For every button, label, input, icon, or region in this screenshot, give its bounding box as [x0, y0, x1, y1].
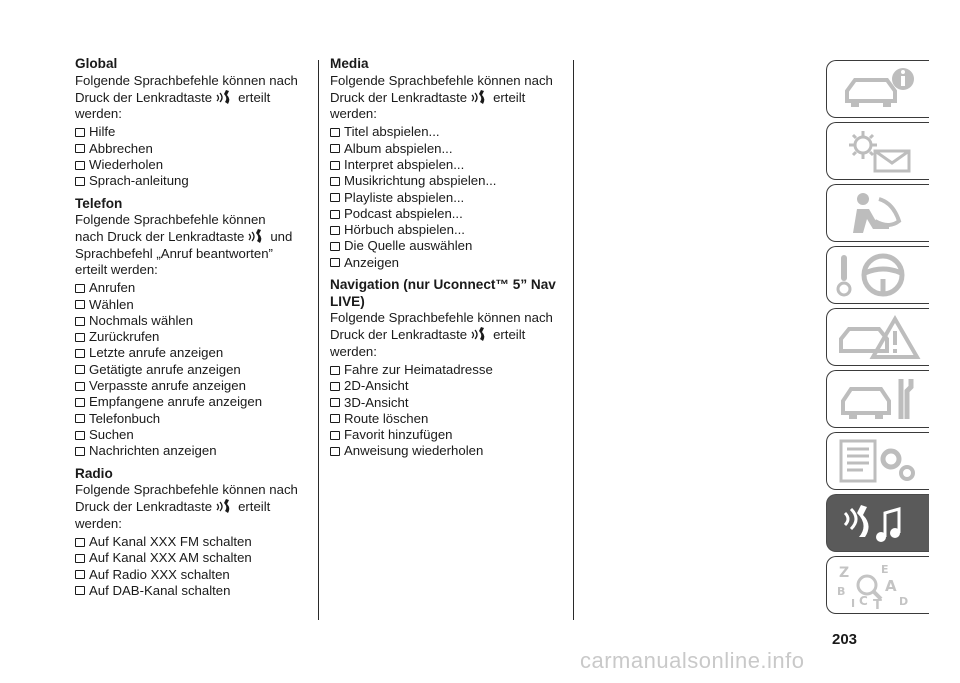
list-item — [330, 411, 562, 427]
command-text: Empfangene anrufe anzeigen — [89, 394, 263, 410]
checkbox-icon — [75, 365, 85, 374]
section-heading: Radio — [75, 465, 113, 481]
page-number: 203 — [832, 631, 858, 648]
list-item — [75, 329, 307, 345]
list-item — [330, 362, 562, 378]
checkbox-icon — [330, 177, 340, 186]
command-text: Letzte anrufe anzeigen — [89, 345, 224, 361]
checkbox-icon — [330, 161, 340, 170]
intro-line — [75, 89, 307, 106]
command-text: Anweisung wiederholen — [344, 443, 484, 459]
intro-text: Druck der Lenkradtaste — [330, 89, 468, 105]
command-text: Nachrichten anzeigen — [89, 443, 217, 459]
list-item — [75, 141, 307, 157]
index-icon — [833, 561, 923, 609]
checkbox-icon — [75, 382, 85, 391]
command-text: Auf Radio XXX schalten — [89, 566, 230, 582]
checkbox-icon — [330, 193, 340, 202]
command-list — [75, 280, 307, 459]
section-heading: Navigation (nur Uconnect™ 5” Nav — [330, 277, 556, 293]
section-global — [75, 56, 307, 190]
checkbox-icon — [75, 431, 85, 440]
checkbox-icon — [330, 258, 340, 267]
list-item — [330, 206, 562, 222]
command-text: Abbrechen — [89, 140, 153, 156]
list-item — [330, 190, 562, 206]
list-item — [75, 394, 307, 410]
command-text: Auf DAB-Kanal schalten — [89, 582, 231, 598]
left-column — [75, 56, 307, 605]
list-item — [75, 313, 307, 329]
checkbox-icon — [75, 177, 85, 186]
list-item — [75, 157, 307, 173]
command-list — [330, 362, 562, 460]
index-letter: C — [859, 594, 868, 608]
checkbox-icon — [75, 570, 85, 579]
list-item — [75, 411, 307, 427]
command-text: Hörbuch abspielen... — [344, 222, 465, 238]
checkbox-icon — [75, 447, 85, 456]
command-text: Suchen — [89, 426, 134, 442]
checkbox-icon — [75, 333, 85, 342]
maintenance-icon — [833, 375, 923, 423]
index-letter: D — [899, 595, 909, 608]
checkbox-icon — [330, 431, 340, 440]
command-text: Anzeigen — [344, 254, 399, 270]
checkbox-icon — [330, 226, 340, 235]
intro-text: erteilt — [493, 327, 526, 343]
index-letter: B — [837, 585, 846, 598]
checkbox-icon — [330, 144, 340, 153]
technical-data-icon — [833, 437, 923, 485]
intro-line: erteilt werden: — [75, 261, 158, 277]
command-text: Anrufen — [89, 280, 136, 296]
checkbox-icon — [75, 349, 85, 358]
list-item — [330, 157, 562, 173]
list-item — [330, 141, 562, 157]
intro-text: und — [270, 229, 293, 245]
checkbox-icon — [330, 210, 340, 219]
intro-line: werden: — [75, 515, 122, 531]
multimedia-icon — [833, 499, 923, 547]
checkbox-icon — [75, 128, 85, 137]
intro-line — [330, 326, 562, 343]
command-text: Route löschen — [344, 410, 429, 426]
list-item — [330, 427, 562, 443]
intro-line: werden: — [75, 106, 122, 122]
section-navigation — [330, 277, 562, 460]
list-item — [330, 443, 562, 459]
list-item — [330, 238, 562, 254]
command-text: Wiederholen — [89, 156, 164, 172]
index-letter: I — [851, 597, 856, 609]
command-text: Fahre zur Heimatadresse — [344, 361, 493, 377]
watermark: carmanualsonline.info — [580, 648, 805, 673]
list-item — [75, 362, 307, 378]
command-text: Zurückrufen — [89, 329, 160, 345]
command-text: Auf Kanal XXX FM schalten — [89, 533, 252, 549]
command-text: Wählen — [89, 296, 134, 312]
index-letter: Z — [839, 565, 850, 581]
command-text: Die Quelle auswählen — [344, 238, 473, 254]
intro-line: werden: — [330, 106, 377, 122]
intro-line — [75, 498, 307, 515]
tab-index[interactable] — [826, 556, 929, 614]
checkbox-icon — [75, 538, 85, 547]
section-telefon — [75, 196, 307, 460]
checkbox-icon — [75, 144, 85, 153]
intro-text: Druck der Lenkradtaste — [75, 499, 213, 515]
voice-command-icon — [469, 326, 491, 343]
intro-text: nach Druck der Lenkradtaste — [75, 229, 245, 245]
checkbox-icon — [330, 366, 340, 375]
checkbox-icon — [75, 300, 85, 309]
checkbox-icon — [330, 242, 340, 251]
checkbox-icon — [330, 414, 340, 423]
index-letter: T — [873, 598, 882, 609]
checkbox-icon — [75, 414, 85, 423]
tab-car-info[interactable] — [826, 60, 929, 118]
intro-text: Druck der Lenkradtaste — [330, 327, 468, 343]
steering-key-icon — [833, 251, 923, 299]
command-text: 3D-Ansicht — [344, 394, 409, 410]
intro-line: werden: — [330, 343, 377, 359]
section-radio — [75, 466, 307, 600]
list-item — [75, 378, 307, 394]
command-list — [330, 124, 562, 271]
command-text: Sprach-anleitung — [89, 173, 189, 189]
checkbox-icon — [330, 447, 340, 456]
voice-command-icon — [214, 498, 236, 515]
intro-line — [75, 228, 307, 245]
list-item — [330, 124, 562, 140]
intro-line: Folgende Sprachbefehle können — [75, 212, 266, 228]
command-list — [75, 124, 307, 189]
section-heading: LIVE) — [330, 293, 365, 309]
tab-maintenance[interactable] — [826, 370, 929, 428]
list-item — [75, 345, 307, 361]
command-text: Musikrichtung abspielen... — [344, 173, 497, 189]
intro-line: Folgende Sprachbefehle können nach — [75, 72, 298, 88]
voice-command-icon — [214, 89, 236, 106]
intro-line: Folgende Sprachbefehle können nach — [75, 482, 298, 498]
tab-warning-lights[interactable] — [826, 122, 929, 180]
checkbox-icon — [75, 317, 85, 326]
command-text: 2D-Ansicht — [344, 378, 409, 394]
command-text: Hilfe — [89, 124, 116, 140]
checkbox-icon — [330, 398, 340, 407]
safety-icon — [833, 189, 923, 237]
index-letter: E — [881, 563, 889, 576]
intro-line — [330, 89, 562, 106]
emergency-icon — [833, 313, 923, 361]
voice-command-icon — [246, 228, 268, 245]
command-text: Auf Kanal XXX AM schalten — [89, 550, 252, 566]
section-media — [330, 56, 562, 271]
command-text: Podcast abspielen... — [344, 205, 463, 221]
checkbox-icon — [330, 382, 340, 391]
checkbox-icon — [330, 128, 340, 137]
tab-technical-data[interactable] — [826, 432, 929, 490]
command-text: Titel abspielen... — [344, 124, 440, 140]
command-text: Getätigte anrufe anzeigen — [89, 361, 241, 377]
command-text: Playliste abspielen... — [344, 189, 465, 205]
list-item — [75, 583, 307, 599]
tab-steering-key[interactable] — [826, 246, 929, 304]
tab-multimedia[interactable] — [826, 494, 929, 552]
index-letter: A — [885, 577, 897, 595]
voice-command-icon — [469, 89, 491, 106]
list-item — [75, 297, 307, 313]
intro-text: Druck der Lenkradtaste — [75, 89, 213, 105]
tab-emergency[interactable] — [826, 308, 929, 366]
column-divider — [318, 60, 319, 620]
column-divider — [573, 60, 574, 620]
checkbox-icon — [75, 554, 85, 563]
list-item — [330, 395, 562, 411]
command-text: Telefonbuch — [89, 410, 161, 426]
intro-line: Folgende Sprachbefehle können nach — [330, 310, 553, 326]
list-item — [75, 173, 307, 189]
command-text: Album abspielen... — [344, 140, 453, 156]
command-text: Favorit hinzufügen — [344, 427, 453, 443]
intro-text: erteilt — [238, 89, 271, 105]
list-item — [330, 255, 562, 271]
intro-text: erteilt — [238, 499, 271, 515]
command-text: Nochmals wählen — [89, 312, 194, 328]
list-item — [330, 222, 562, 238]
list-item — [75, 427, 307, 443]
checkbox-icon — [75, 398, 85, 407]
list-item — [75, 534, 307, 550]
command-text: Interpret abspielen... — [344, 156, 465, 172]
intro-line: Folgende Sprachbefehle können nach — [330, 72, 553, 88]
list-item — [330, 378, 562, 394]
checkbox-icon — [75, 161, 85, 170]
section-heading: Telefon — [75, 195, 123, 211]
section-heading: Global — [75, 56, 118, 71]
warning-lights-icon — [833, 127, 923, 175]
intro-line: Sprachbefehl „Anruf beantworten” — [75, 245, 273, 261]
list-item — [75, 550, 307, 566]
intro-text: erteilt — [493, 89, 526, 105]
list-item — [75, 567, 307, 583]
right-column — [330, 56, 562, 466]
list-item — [75, 124, 307, 140]
tab-safety[interactable] — [826, 184, 929, 242]
command-list — [75, 534, 307, 599]
checkbox-icon — [75, 586, 85, 595]
command-text: Verpasste anrufe anzeigen — [89, 378, 246, 394]
checkbox-icon — [75, 284, 85, 293]
list-item — [75, 443, 307, 459]
list-item — [75, 280, 307, 296]
list-item — [330, 173, 562, 189]
car-info-icon — [833, 65, 923, 113]
section-heading: Media — [330, 56, 369, 71]
